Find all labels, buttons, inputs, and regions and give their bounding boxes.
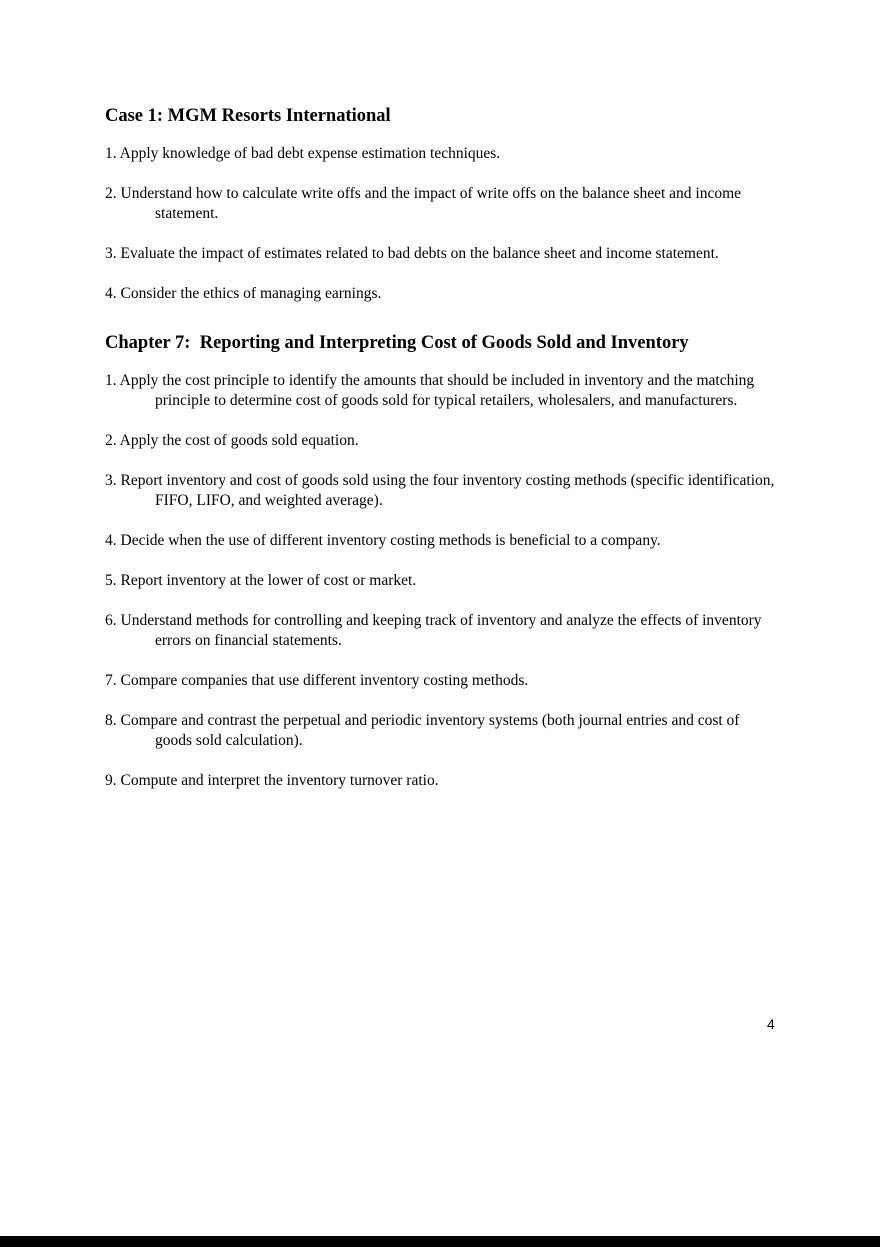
list-item <box>105 531 775 551</box>
list-item <box>105 144 775 164</box>
section-heading-case-1: Case 1: MGM Resorts International <box>105 106 391 126</box>
list-item-text: Apply knowledge of bad debt expense estimation techniques. <box>119 145 501 162</box>
list-item <box>105 671 775 691</box>
list-item <box>105 611 775 651</box>
list-item <box>105 471 775 511</box>
list-item <box>105 284 775 304</box>
list-item-text: Compare companies that use different inventory costing methods. <box>120 672 529 689</box>
list-item-text: Compute and interpret the inventory turnover ratio. <box>120 772 439 789</box>
list-item-text: Compare and contrast the perpetual and periodic inventory systems (both journal entries and cost of goods sold calculation). <box>120 712 740 749</box>
list-item-text: Report inventory at the lower of cost or market. <box>120 572 417 589</box>
list-item <box>105 371 775 411</box>
page-number: 4 <box>767 1016 775 1032</box>
list-item-text: Apply the cost of goods sold equation. <box>119 432 359 449</box>
list-item-number: 3. <box>105 472 117 489</box>
page-bottom-edge <box>0 1236 880 1247</box>
list-item-number: 1. <box>105 372 117 389</box>
list-item <box>105 711 775 751</box>
document-body <box>105 104 775 811</box>
list-item-number: 2. <box>105 432 117 449</box>
list-item-number: 2. <box>105 185 117 202</box>
list-item <box>105 571 775 591</box>
list-item-number: 7. <box>105 672 117 689</box>
list-item <box>105 184 775 224</box>
list-item-number: 9. <box>105 772 117 789</box>
list-item-number: 8. <box>105 712 117 729</box>
list-item-number: 6. <box>105 612 117 629</box>
list-item-number: 3. <box>105 245 117 262</box>
list-item <box>105 771 775 791</box>
section-heading-chapter-7: Chapter 7: Reporting and Interpreting Cost of Goods Sold and Inventory <box>105 333 689 353</box>
list-item-text: Understand how to calculate write offs and the impact of write offs on the balance sheet and income statement. <box>120 185 742 222</box>
list-item-text: Apply the cost principle to identify the amounts that should be included in inventory and the matching principle to determine cost of goods sold for typical retailers, wholesalers, and manufacturers. <box>119 372 755 409</box>
list-item-number: 5. <box>105 572 117 589</box>
list-item-number: 4. <box>105 532 117 549</box>
list-item-text: Consider the ethics of managing earnings. <box>120 285 382 302</box>
list-item <box>105 431 775 451</box>
list-item-text: Evaluate the impact of estimates related to bad debts on the balance sheet and income statement. <box>120 245 719 262</box>
list-item-number: 4. <box>105 285 117 302</box>
list-item-text: Decide when the use of different inventory costing methods is beneficial to a company. <box>120 532 661 549</box>
list-item-text: Report inventory and cost of goods sold using the four inventory costing methods (specific identification, FIFO, LIFO, and weighted average). <box>120 472 775 509</box>
list-item <box>105 244 775 264</box>
list-item-number: 1. <box>105 145 117 162</box>
list-item-text: Understand methods for controlling and keeping track of inventory and analyze the effects of inventory errors on financial statements. <box>120 612 762 649</box>
